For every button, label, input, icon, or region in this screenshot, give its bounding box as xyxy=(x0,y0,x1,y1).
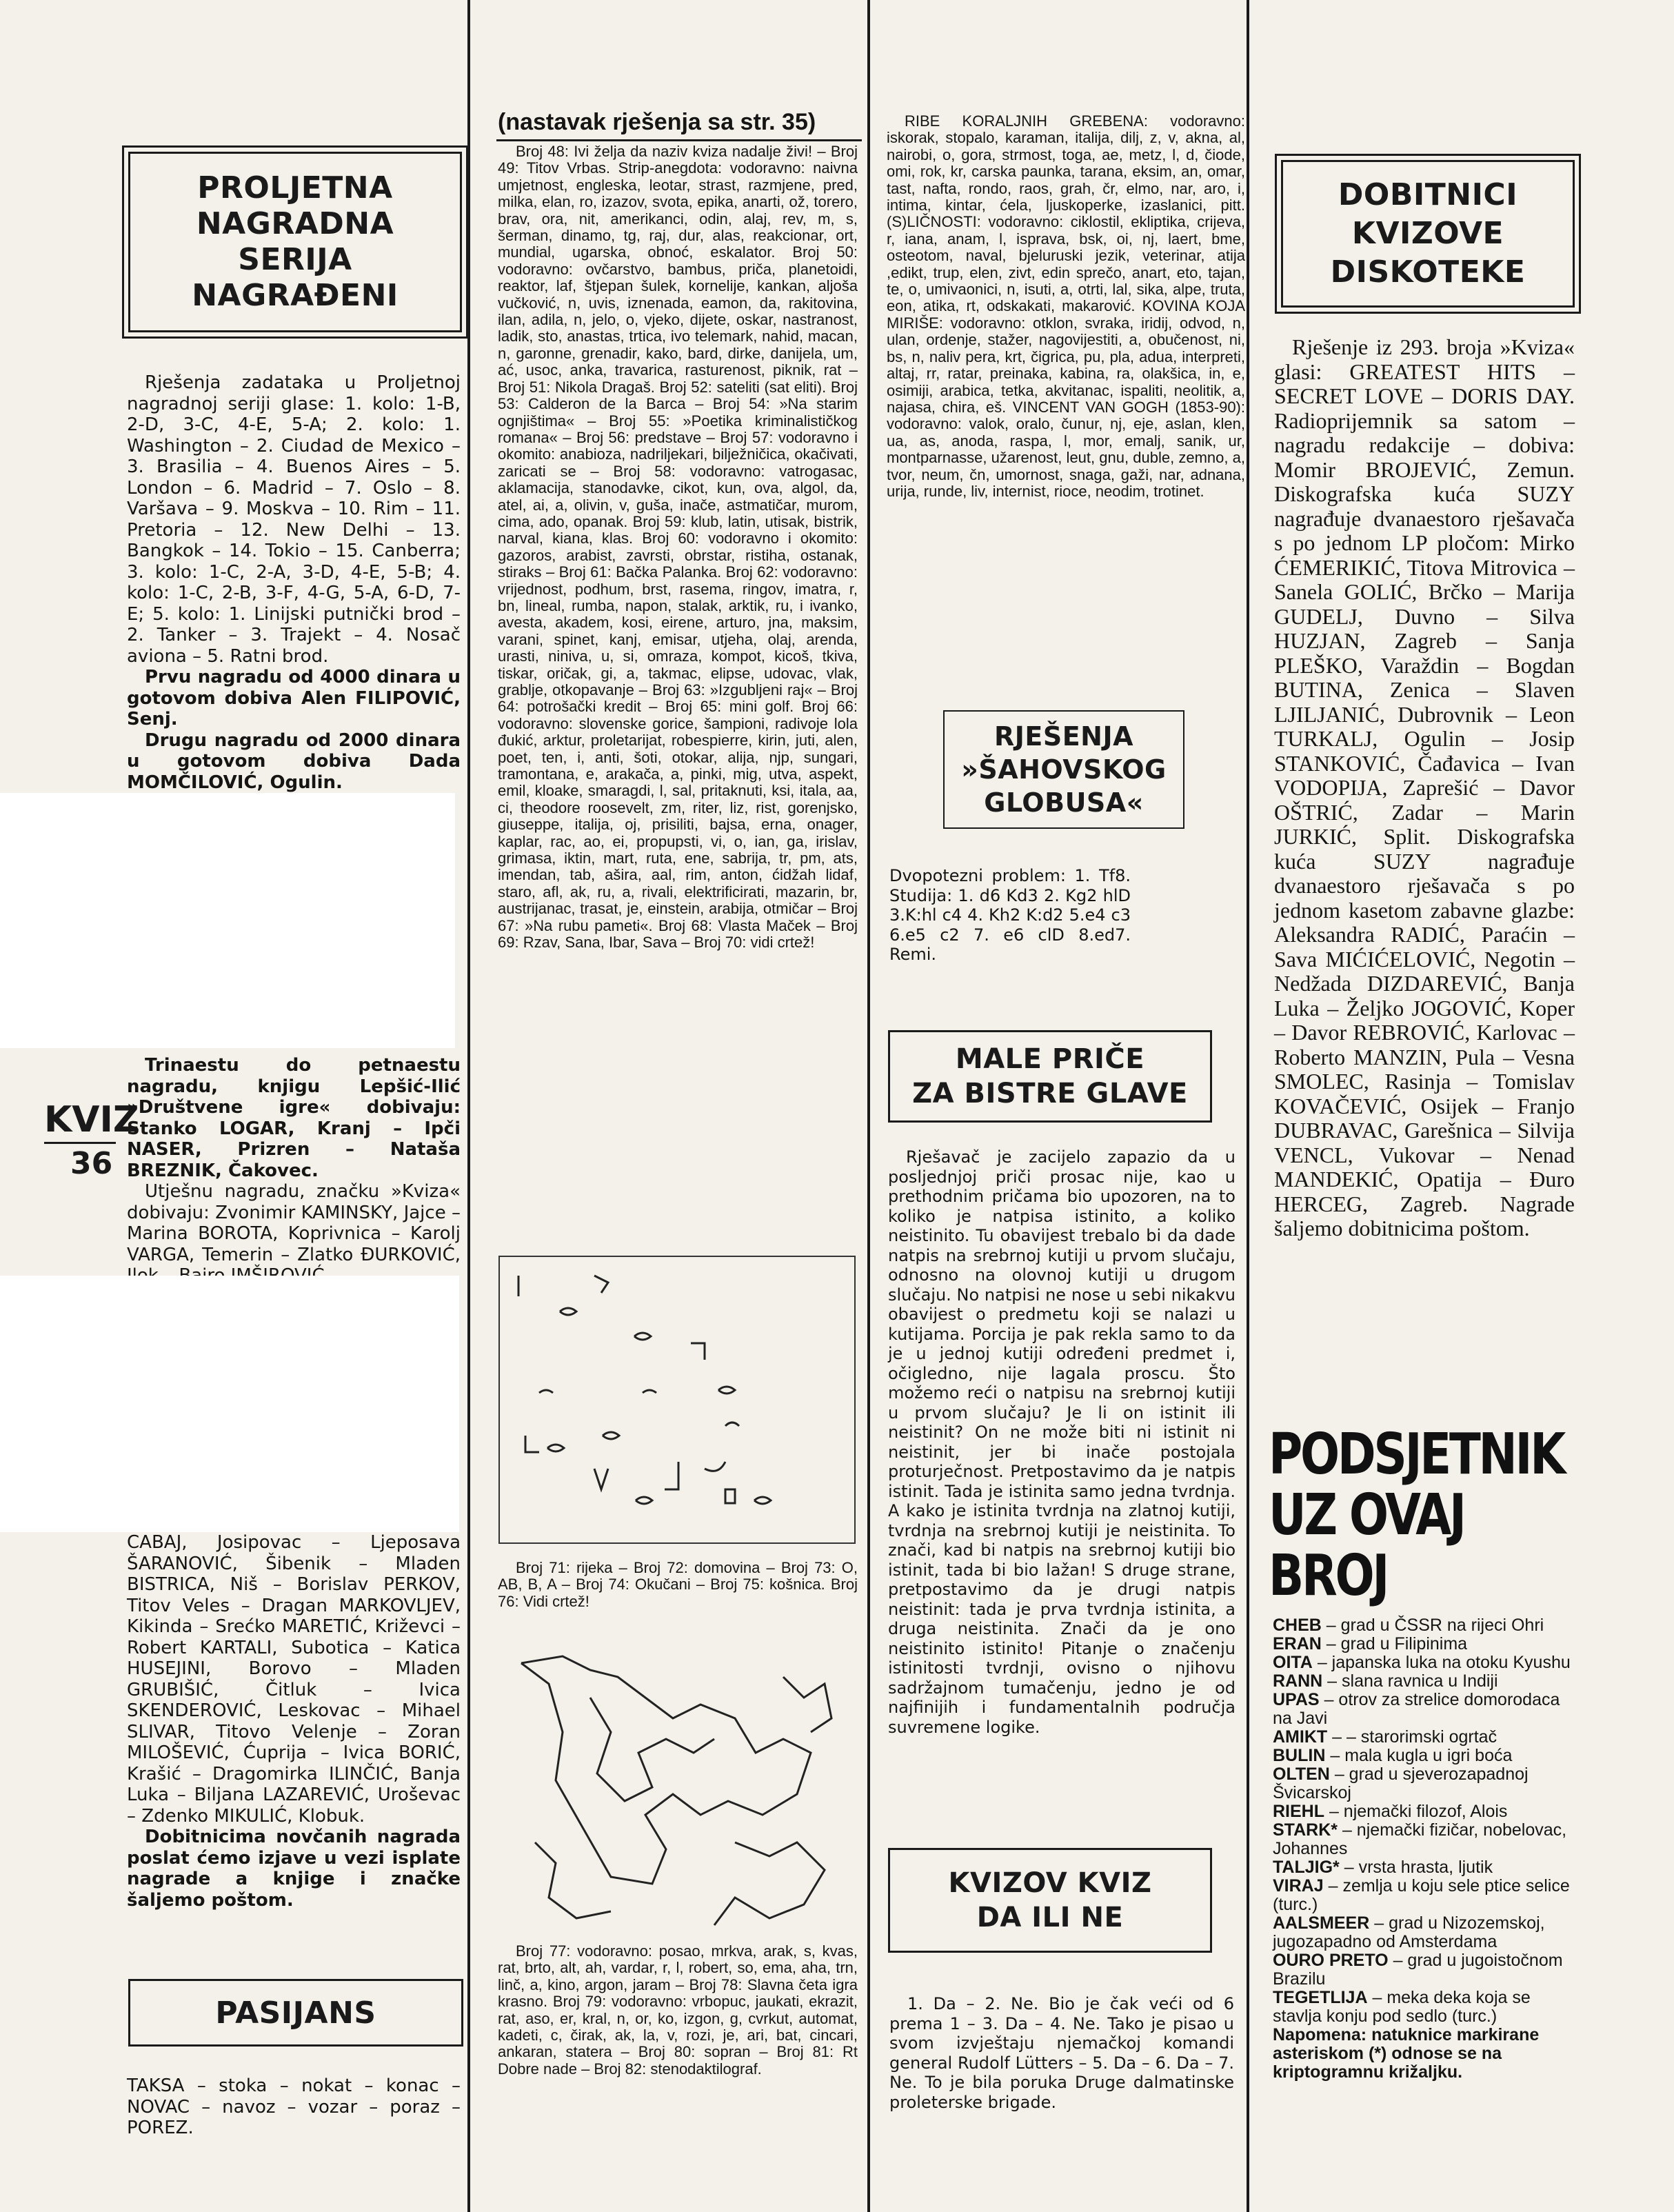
drawing-70-mark xyxy=(539,1390,553,1393)
box-line: DOBITNICI xyxy=(1338,177,1518,212)
heading-rule xyxy=(496,139,862,141)
glossary-term: AALSMEER xyxy=(1273,1913,1370,1933)
drawing-70-mark xyxy=(705,1462,725,1471)
drawing-70-mark xyxy=(525,1436,539,1452)
glossary-def: – grad u Nizozemskoj, jugozapadno od Amsterdama xyxy=(1273,1913,1545,1951)
drawing-76-line xyxy=(521,1656,811,1884)
box-pasijans xyxy=(128,1979,463,2047)
glossary-note: Napomena: natuknice markirane asteriskom (*) odnose se na kriptogramnu križaljku. xyxy=(1273,2025,1540,2082)
box-line: SERIJA xyxy=(238,242,352,277)
prize-13-15-text: Trinaestu do petnaestu nagradu, knjigu Lepšić-Ilić »Društvene igre« dobivaju: Stanko LOGAR, Kranj – Ipči NASER, Prizren – Nataša BREZNIK, Čakovec. xyxy=(127,1055,461,1181)
glossary-entry xyxy=(1273,1765,1576,1802)
drawing-70-mark xyxy=(560,1308,576,1315)
glossary-term: UPAS xyxy=(1273,1690,1320,1709)
second-prize-text: Drugu nagradu od 2000 dinara u gotovom dobiva Dada MOMČILOVIĆ, Ogulin. xyxy=(127,730,461,793)
first-prize-text: Prvu nagradu od 4000 dinara u gotovom dobiva Alen FILIPOVIĆ, Senj. xyxy=(127,667,461,730)
box-proljetna-nagradna-serija xyxy=(128,152,462,332)
box-line: MALE PRIČE xyxy=(955,1043,1145,1075)
glossary-def: – otrov za strelice domorodaca na Javi xyxy=(1273,1690,1560,1728)
glossary-entry xyxy=(1273,1858,1576,1877)
glossary-term: OLTEN xyxy=(1273,1764,1330,1784)
pasijans-answer xyxy=(127,2075,461,2158)
solutions-71-76: Broj 71: rijeka – Broj 72: domovina – Broj 73: O, AB, B, A – Broj 74: Okučani – Broj 75: košnica. Broj 76: Vidi crtež! xyxy=(498,1559,858,1610)
drawing-70-frame xyxy=(499,1256,855,1543)
glossary-entry xyxy=(1273,1802,1576,1821)
drawing-70 xyxy=(498,1255,856,1545)
glossary-entry xyxy=(1273,1821,1576,1858)
glossary-def: – grad u sjeverozapadnoj Švicarskoj xyxy=(1273,1764,1529,1802)
drawing-70-mark xyxy=(547,1445,564,1451)
chess-solution-text: Dvopotezni problem: 1. Tf8. Studija: 1. d6 Kd3 2. Kg2 hlD 3.K:hl c4 4. Kh2 K:d2 5.e4 c3 6.e5 c2 7. e6 clD 8.ed7. Remi. xyxy=(889,866,1131,964)
disco-winners xyxy=(1274,335,1575,1397)
glossary-def: – slana ravnica u Indiji xyxy=(1327,1671,1498,1691)
box-dobitnici-diskoteke xyxy=(1281,160,1575,308)
drawing-70-mark xyxy=(725,1422,739,1426)
box-line: DA ILI NE xyxy=(976,1902,1124,1933)
solutions-48-70: Broj 48: Ivi želja da naziv kviza nadalje živi! – Broj 49: Titov Vrbas. Strip-anegdota: vodoravno: naivna umjetnost, engleska, leotar, strast, razmjene, pred, milka, elan, ro, izazov, svota, epika, anarti, ož, torero, brav, ora, nit, amerikanci, odin, alaj, rev, m, s, šerman, dinamo, tg, raj, dur, alas, reakcionar, ort, mundial, ugarska, obnoć, eskalator. Broj 50: vodoravno: ovčarstvo, bambus, priča, planetoidi, reaktor, laf, štjepan šulek, kornelije, kankan, aljoša vučković, n, uvis, iznenada, eamon, da, rakitovina, ilan, adila, n, jelo, o, vjeko, dijete, oskar, nastranost, ladik, sto, anastas, trtica, ivo telemark, nahid, macan, n, garonne, grenadir, kako, bard, dirke, danijela, um, ać, usoc, anka, travarica, rasturenost, piknik, rat – Broj 51: Nikola Dragaš. Broj 52: sateliti (sat eliti). Broj 53: Calderon de la Barca – Broj 54: »Na starim ognjištima« – Broj 55: »Poetika kriminalističkog romana« – Broj 56: predstave – Broj 57: vodoravno i okomito: anabioza, nadriljekari, bilježničica, okačivati, zaricati se – Broj 58: vodoravno: vatrogasac, aklamacija, stanodavke, cikot, kun, ova, algol, da, atel, ai, a, olivin, v, guša, inače, astmatičar, murom, cima, ado, opanak. Broj 59: klub, latin, utisak, bistrik, narval, kiana, klas. Broj 60: vodoravno i okomito: gazoros, arabist, zavrsti, obrstar, ristiha, ostanak, stiraks – Broj 61: Bačka Palanka. Broj 62: vodoravno: vrijednost, podhum, brst, rasema, ringov, imatra, r, bn, lineal, rumba, napon, stalak, arktik, ru, i ivanko, avesta, akadem, kosi, eirene, arturo, jna, maksim, varani, spinet, kanj, emisar, utjeha, olaj, arenda, urasti, niniva, u, si, omraza, kompot, kicoš, tkiva, tiskar, oričak, gi, a, takmac, elipse, udovac, vlak, grablje, otkopavanje – Broj 63: »Izgubljeni raj« – Broj 64: potrošački kredit – Broj 65: mini golf. Broj 66: vodoravno: slovenske gorice, šampioni, radivoje lola đukić, arktur, proletarijat, robespierre, kirin, juti, alen, poet, ten, i, anti, šoti, otokar, alija, njp, sungari, tramontana, e, arakača, a, pinki, mig, utva, aspekt, emil, kloake, smaragdi, l, sal, pritaknuti, ksi, itala, aa, ci, theodore roosevelt, zm, riter, liz, rist, gorenjsko, giuseppe, italija, oj, prisiliti, bajsa, erna, onager, kaplar, rac, ao, ei, propupsti, vi, o, ian, ga, irislav, grimasa, iktin, mart, ruta, ene, sabrija, tr, pm, ats, imendan, tab, aširа, aal, rim, anton, ćidžah lidaf, staro, afl, ak, ru, a, rivali, elektrificirati, mazarin, br, austrijanac, trasat, je, einstein, arabija, otmičar – Broj 67: »Na rubu pameti«. Broj 68: Vlasta Maček – Broj 69: Rzav, Sana, Ibar, Sava – Broj 70: vidi crtež! xyxy=(498,143,858,952)
glossary-entry xyxy=(1273,1747,1576,1765)
pasijans-text: TAKSA – stoka – nokat – konac – NOVAC – navoz – vozar – poraz – POREZ. xyxy=(127,2075,461,2138)
glossary-entry xyxy=(1273,1672,1576,1691)
podsjetnik-line: UZ OVAJ BROJ xyxy=(1269,1482,1464,1609)
box-line: ZA BISTRE GLAVE xyxy=(912,1078,1188,1109)
glossary-term: RIEHL xyxy=(1273,1802,1324,1821)
glossary-entry xyxy=(1273,1728,1576,1747)
glossary-entry xyxy=(1273,1635,1576,1653)
glossary-def: – zemlja u koju sele ptice selice (turc.) xyxy=(1273,1876,1570,1914)
page-number-text: 36 xyxy=(70,1146,113,1181)
pasijans-title: PASIJANS xyxy=(215,1995,376,2031)
glossary-term: OITA xyxy=(1273,1653,1313,1672)
glossary-term: VIRAJ xyxy=(1273,1876,1324,1896)
glossary-entry xyxy=(1273,1653,1576,1672)
drawing-76-line xyxy=(783,1677,831,1732)
glossary-entry xyxy=(1273,1914,1576,1951)
yes-no-answers-text: 1. Da – 2. Ne. Bio je čak veći od 6 prema 1 – 3. Da – 4. Ne. Tako je pisao u svom izvještaju njemačkoj komandi general Rudolf Lütters – 5. Da – 6. Da – 7. Ne. To je bila poruka Druge dalmatinske proleterske brigade. xyxy=(889,1994,1234,2112)
winners-list-cont: CABAJ, Josipovac – Ljeposava ŠARANOVIĆ, Šibenik – Mladen BISTRICA, Niš – Borislav PERKOV, Titov Veles – Dragan MARKOVLJEV, Kikinda – Srećko MARETIĆ, Križevci – Robert KARTALI, Subotica – Katica HUSEJINI, Borovo – Mladen GRUBIŠIĆ, Čitluk – Ivica SKENDEROVIĆ, Leskovac – Mihael SLIVAR, Titovo Velenje – Zoran MILOŠEVIĆ, Ćuprija – Ivica BORIĆ, Krašić – Dragomirka ILINČIĆ, Banja Luka – Biljana LAZAREVIĆ, Uroševac – Zdenko MIKULIĆ, Klobuk. xyxy=(127,1532,461,1827)
crossword-solutions: RIBE KORALJNIH GREBENA: vodoravno: iskorak, stopalo, karaman, italija, dilj, z, v, akna, al, nairobi, o, gora, strmost, toga, ae, metz, l, d, čiode, omi, rok, kr, carska paunka, tarana, eksim, an, omar, tast, nafta, rondo, raos, grah, čr, elmo, nar, aro, i, intima, kintar, ćela, ljuskoperke, izaslanici, pitt. (S)LIČNOSTI: vodoravno: ciklostil, ekliptika, crijeva, r, iana, anam, l, isprava, bsk, oi, nj, laert, bme, osteotom, naval, bjeluruski jezik, veterinar, atija ,edikt, trup, elen, zivt, edin sprečo, anart, eto, tajan, te, o, umivaonici, n, isuti, a, otrti, lal, sika, alpe, truta, eon, atika, rt, odskakati, makarović. KOVINA KOJA MIRIŠE: vodoravno: otklon, svraka, iridij, odvod, n, ulan, ordenje, stažer, nagovijestiti, a, obučenost, ni, bs, n, naliv pera, krt, čigrica, pu, pla, adua, interpreti, altaj, rr, ratar, preinaka, kabina, ra, olakšica, in, e, osimiji, arabica, tetka, akvitanac, ispaliti, neolitik, a, najasa, chira, eš. VINCENT VAN GOGH (1853-90): vodoravno: valok, oralo, čunur, nj, eje, aslan, klen, ua, as, anoda, raspa, l, mor, emalj, sanik, ur, montparnasse, užarenost, leut, gnu, duble, zemno, a, tvor, neum, čn, umornost, snaga, gaži, nar, adnana, urija, runde, liv, internist, rioce, neodim, trotinet. xyxy=(887,112,1245,500)
glossary-entry xyxy=(1273,1989,1576,2026)
glossary-def: – mala kugla u igri boća xyxy=(1330,1746,1513,1765)
glossary-term: AMIKT xyxy=(1273,1727,1328,1747)
col1-article-2 xyxy=(127,1055,461,1269)
logic-story xyxy=(888,1147,1236,1837)
box-line: PROLJETNA xyxy=(197,170,393,205)
glossary-term: TALJIG* xyxy=(1273,1858,1340,1877)
drawing-70-mark xyxy=(594,1469,608,1489)
col3-solutions xyxy=(887,113,1245,692)
continuation-heading-text: (nastavak rješenja sa str. 35) xyxy=(498,109,816,135)
col1-article xyxy=(127,372,461,800)
glossary-def: – japanska luka na otoku Kyushu xyxy=(1317,1653,1571,1672)
drawing-76-line xyxy=(535,1842,611,1918)
drawing-70-mark xyxy=(634,1333,651,1340)
col1-article-3 xyxy=(127,1532,461,1946)
glossary xyxy=(1273,1616,1576,2182)
glossary-entry xyxy=(1273,1877,1576,1914)
glossary-def: – meka deka koja se stavlja konju pod sedlo (turc.) xyxy=(1273,1988,1531,2026)
drawing-76 xyxy=(507,1636,852,1939)
drawing-70-mark xyxy=(754,1497,771,1504)
glossary-entry xyxy=(1273,1691,1576,1728)
glossary-term: BULIN xyxy=(1273,1746,1326,1765)
box-sahovski-globus xyxy=(943,710,1184,829)
glossary-def: – grad u ČSSR na rijeci Ohri xyxy=(1326,1616,1544,1635)
podsjetnik-line: PODSJETNIK xyxy=(1269,1422,1564,1487)
glossary-term: CHEB xyxy=(1273,1616,1322,1635)
page-label xyxy=(44,1099,139,1140)
column-rule-2 xyxy=(867,0,870,2212)
redacted-area-2 xyxy=(0,1276,459,1532)
glossary-def: – – starorimski ogrtač xyxy=(1332,1727,1497,1747)
yes-no-answers xyxy=(889,1994,1234,2173)
drawing-70-mark xyxy=(725,1489,735,1503)
glossary-def: – vrsta hrasta, ljutik xyxy=(1344,1858,1493,1877)
box-line: KVIZOV KVIZ xyxy=(948,1867,1152,1899)
disco-winners-text: Rješenje iz 293. broja »Kviza« glasi: GREATEST HITS – SECRET LOVE – DORIS DAY. Radioprijemnik sa satom – nagradu redakcije – dobiva: Momir BROJEVIĆ, Zemun. Diskografska kuća SUZY nagrađuje dvanaestoro rješavača s po jednom LP pločom: Mirko ĆEMERIKIĆ, Titova Mitrovica – Sanela GOLIĆ, Brčko – Marija GUDELJ, Duvno – Silva HUZJAN, Zagreb – Sanja PLEŠKO, Varaždin – Bogdan BUTINA, Zenica – Slaven LJILJANIĆ, Dubrovnik – Leon TURKALJ, Ogulin – Josip STANKOVIĆ, Čađavica – Ivan VODOPIJA, Zaprešić – Davor OŠTRIĆ, Zadar – Marin JURKIĆ, Split. Diskografska kuća SUZY nagrađuje dvanaestoro rješavača s po jednom kasetom zabavne glazbe: Aleksandra RADIĆ, Paraćin – Sava MIĆIĆELOVIĆ, Negotin – Nedžada DIZDAREVIĆ, Banja Luka – Željko JOGOVIĆ, Koper – Davor REBROVIĆ, Karlovac – Roberto MANZIN, Pula – Vesna SMOLEC, Rasinja – Tomislav KOVAČEVIĆ, Osijek – Franjo DUBRAVAC, Garešnica – Silvija VENCL, Vukovar – Nenad MANDEKIĆ, Opatija – Đuro HERCEG, Zagreb. Nagrade šaljemo dobitnicima poštom. xyxy=(1274,334,1575,1240)
logic-story-text: Rješavač je zacijelo zapazio da u posljednjoj priči prosac nije, kao u prethodnim pričama bio upozoren, na to koliko je natpisa istinito, a koliko neistinito. Tu obavijest trebalo bi da dade natpis na srebrnoj kutiji u prvom slučaju, odnosno na olovnoj kutiji u drugom slučaju. No natpisi ne nose u sebi nikakvu obavijest o predmetu koji se nalazi u kutijama. Porcija je pak rekla samo to da je u jednoj kutiji određeni predmet i, očigledno, nije lagala proscu. Što možemo reći o natpisu na srebrnoj kutiji u prvom slučaju? Je li on istinit ili neistinit? On ne može biti ni istinit ni neistinit, jer bi inače postojala proturječnost. Pretpostavimo da je natpis istinit. Tada je istinita samo jedna tvrdnja. A kako je istinita tvrdnja na zlatnoj kutiji, tvrdnja na srebrnoj kutiji je neistinita. To znači, kad bi natpis na srebrnoj kutiji bio istinit, tada bi bio lažan! S druge strane, pretpostavimo da je drugi natpis neistinit: tada je prva tvrdnja istinita, a druga neistinita. Znači da je ono neistinito istinito! Pitanje o značenju istinitosti tvrdnji, ovisno o njihovu sadržajnom tumačenju, jedno je od najfinijih i fundamentalnih područja suvremene logike. xyxy=(888,1147,1236,1737)
glossary-term: STARK* xyxy=(1273,1820,1338,1840)
drawing-76-line xyxy=(714,1842,825,1925)
box-male-price xyxy=(888,1030,1212,1123)
glossary-def: – njemački fizičar, nobelovac, Johannes xyxy=(1273,1820,1567,1858)
box-line: »ŠAHOVSKOG xyxy=(961,754,1167,785)
box-line: NAGRAĐENI xyxy=(192,278,399,313)
column-rule-1 xyxy=(467,0,470,2212)
drawing-70-mark xyxy=(718,1387,735,1394)
drawing-70-mark xyxy=(603,1432,619,1439)
glossary-term: ERAN xyxy=(1273,1634,1322,1653)
solutions-77-82: Broj 77: vodoravno: posao, mrkva, arak, s, kvas, rat, brto, alt, ah, vardar, r, l, robert, so, ema, aha, trn, linč, a, kino, argon, jaram – Broj 78: Slavna četa igra krasno. Broj 79: vodoravno: vrbopuc, jaukati, ekrazit, rat, aso, er, kral, n, or, ko, izgon, g, cvrkut, automat, kadeti, c, čirak, ak, la, v, rozi, je, ari, bat, cincari, ankaran, staterа – Broj 80: sopran – Broj 81: Rt Dobre nade – Broj 82: stenodaktilograf. xyxy=(498,1942,858,2078)
drawing-76-line xyxy=(590,1698,714,1801)
glossary-def: – njemački filozof, Alois xyxy=(1329,1802,1508,1821)
consolation-prize-text: Utješnu nagradu, značku »Kviza« dobivaju: Zvonimir KAMINSKY, Jajce – Marina BOROTA, Koprivnica – Karolj VARGA, Temerin – Zlatko ĐURKOVIĆ, xyxy=(127,1181,461,1265)
glossary-def: – grad u Filipinima xyxy=(1326,1634,1468,1653)
glossary-entry xyxy=(1273,1616,1576,1635)
drawing-70-mark xyxy=(636,1497,652,1504)
box-line: KVIZOVE xyxy=(1351,216,1504,251)
box-line: NAGRADNA xyxy=(196,206,394,241)
glossary-term: RANN xyxy=(1273,1671,1323,1691)
drawing-70-mark xyxy=(643,1390,656,1393)
solutions-text: Rješenja zadataka u Proljetnoj nagradnoj seriji glase: 1. kolo: 1-B, 2-D, 3-C, 4-E, 5-A; 2. kolo: 1. Washington – 2. Ciudad de Mexico – 3. Brasilia – 4. Buenos Aires – 5. London – 6. Madrid – 7. Oslo – 8. Varšava – 9. Moskva – 10. Rim – 11. Pretoria – 12. New Delhi – 13. Bangkok – 14. Tokio – 15. Canberra; 3. kolo: 1-C, 2-A, 3-D, 4-E, 5-B; 4. kolo: 1-C, 2-B, 3-F, 4-G, 5-A, 6-D, 7-E; 5. kolo: 1. Linijski putnički brod – 2. Tanker – 3. Trajekt – 4. Nosač aviona – 5. Ratni brod. xyxy=(127,372,461,667)
glossary-term: OURO PRETO xyxy=(1273,1951,1389,1970)
col2-solutions xyxy=(498,143,858,1254)
box-line: GLOBUSA« xyxy=(984,787,1144,818)
box-kvizov-kviz xyxy=(888,1848,1212,1953)
page-label-text: KVIZ xyxy=(44,1099,139,1140)
redacted-area-1 xyxy=(0,793,455,1048)
box-line: RJEŠENJA xyxy=(994,721,1134,752)
chess-solution xyxy=(889,866,1131,1032)
page-label-rule xyxy=(44,1142,116,1144)
glossary-def: – grad u jugoistočnom Brazilu xyxy=(1273,1951,1563,1989)
drawing-70-mark xyxy=(691,1343,705,1360)
col2-solutions-77-82 xyxy=(498,1943,858,2178)
podsjetnik-title xyxy=(1269,1422,1574,1609)
box-line: DISKOTEKE xyxy=(1330,254,1526,290)
glossary-term: TEGETLIJA xyxy=(1273,1988,1368,2007)
glossary-entry xyxy=(1273,1951,1576,1989)
col2-solutions-71-76 xyxy=(498,1560,858,1636)
page-number xyxy=(70,1146,113,1181)
drawing-70-mark xyxy=(665,1462,678,1489)
column-rule-3 xyxy=(1247,0,1249,2212)
closing-note: Dobitnicima novčanih nagrada poslat ćemo izjave u vezi isplate nagrade a knjige i značke šaljemo poštom. xyxy=(127,1827,461,1911)
continuation-heading xyxy=(498,109,870,136)
drawing-70-mark xyxy=(594,1276,608,1293)
